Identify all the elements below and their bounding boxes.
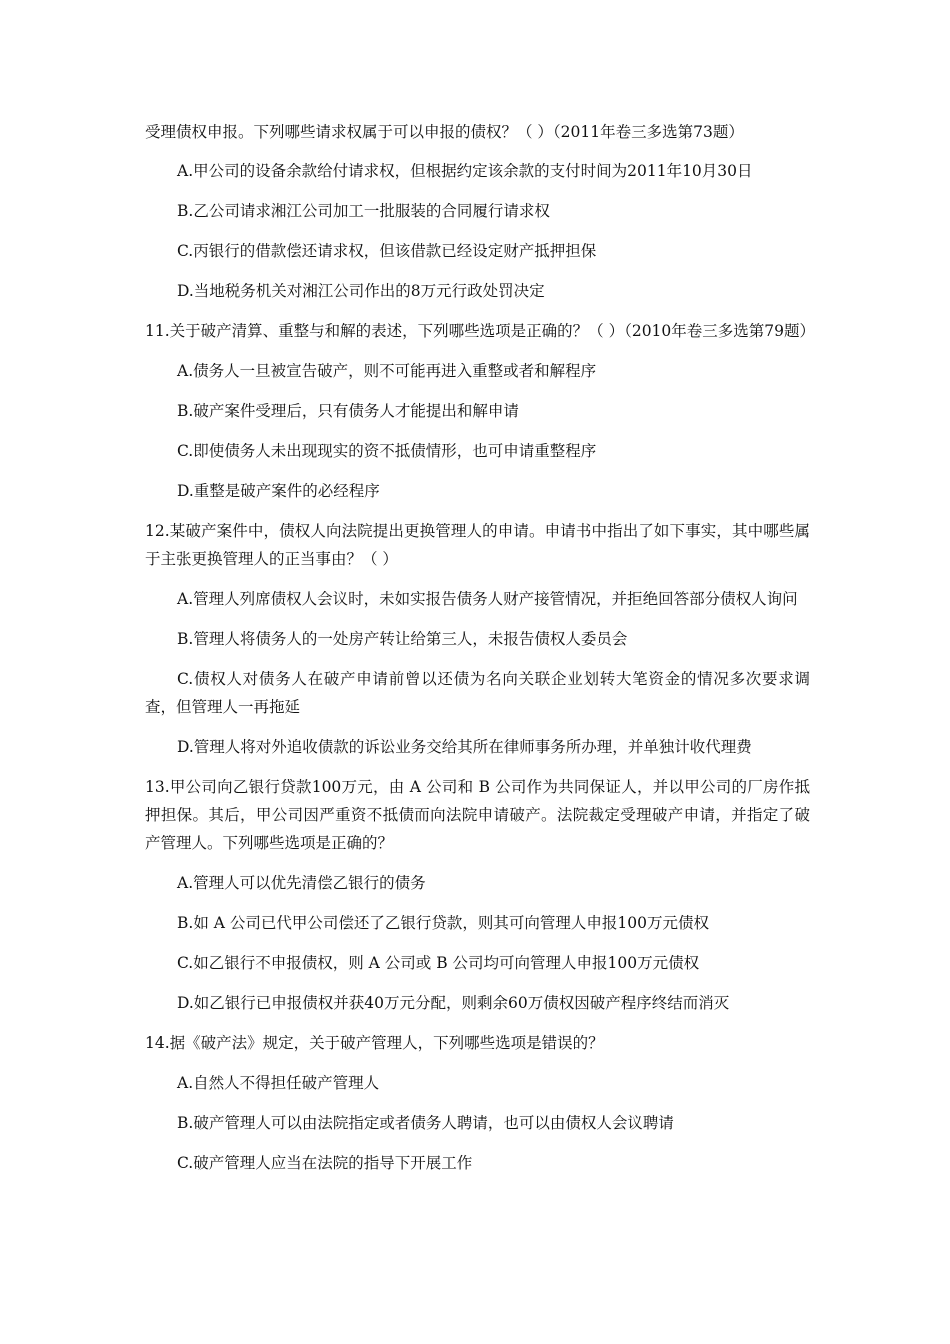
q10-option-a: A.甲公司的设备余款给付请求权，但根据约定该余款的支付时间为2011年10月30日 <box>177 162 753 180</box>
q13-option-a: A.管理人可以优先清偿乙银行的债务 <box>177 874 426 892</box>
q12-option-b: B.管理人将债务人的一处房产转让给第三人，未报告债权人委员会 <box>177 630 628 648</box>
q11-option-c: C.即使债务人未出现现实的资不抵债情形，也可申请重整程序 <box>177 442 597 460</box>
q13-option-c: C.如乙银行不申报债权，则 A 公司或 B 公司均可向管理人申报100万元债权 <box>177 954 700 972</box>
q11-option-b: B.破产案件受理后，只有债务人才能提出和解申请 <box>177 402 519 420</box>
q14-option-c: C.破产管理人应当在法院的指导下开展工作 <box>177 1154 473 1172</box>
q11-option-d: D.重整是破产案件的必经程序 <box>177 482 380 500</box>
question-14: 14.据《破产法》规定，关于破产管理人，下列哪些选项是错误的？ <box>145 1034 604 1052</box>
q12-option-d: D.管理人将对外追收债款的诉讼业务交给其所在律师事务所办理，并单独计收代理费 <box>177 738 752 756</box>
q12-option-c: C.债权人对债务人在破产申请前曾以还债为名向关联企业划转大笔资金的情况多次要求调查，但管理人一再拖延 <box>145 670 810 716</box>
q14-option-b: B.破产管理人可以由法院指定或者债务人聘请，也可以由债权人会议聘请 <box>177 1114 674 1132</box>
q12-option-a: A.管理人列席债权人会议时，未如实报告债务人财产接管情况，并拒绝回答部分债权人询问 <box>177 590 798 608</box>
question-12: 12.某破产案件中，债权人向法院提出更换管理人的申请。申请书中指出了如下事实，其中哪些属于主张更换管理人的正当事由？（ ） <box>145 522 810 568</box>
q13-option-b: B.如 A 公司已代甲公司偿还了乙银行贷款，则其可向管理人申报100万元债权 <box>177 914 709 932</box>
question-13: 13.甲公司向乙银行贷款100万元，由 A 公司和 B 公司作为共同保证人，并以甲公司的厂房作抵押担保。其后，甲公司因严重资不抵债而向法院申请破产。法院裁定受理破产申请，并指定了破产管理人。下列哪些选项是正确的？ <box>145 778 810 852</box>
q10-option-d: D.当地税务机关对湘江公司作出的8万元行政处罚决定 <box>177 282 545 300</box>
q10-option-b: B.乙公司请求湘江公司加工一批服装的合同履行请求权 <box>177 202 550 220</box>
q10-option-c: C.丙银行的借款偿还请求权，但该借款已经设定财产抵押担保 <box>177 242 597 260</box>
q14-option-a: A.自然人不得担任破产管理人 <box>177 1074 380 1092</box>
q11-option-a: A.债务人一旦被宣告破产，则不可能再进入重整或者和解程序 <box>177 362 597 380</box>
document-body <box>145 118 815 1189</box>
paragraph-continuation: 受理债权申报。下列哪些请求权属于可以申报的债权？（ ）（2011年卷三多选第73题） <box>145 123 744 141</box>
question-11: 11.关于破产清算、重整与和解的表述，下列哪些选项是正确的？（ ）（2010年卷三多选第79题） <box>145 322 815 340</box>
q13-option-d: D.如乙银行已申报债权并获40万元分配，则剩余60万债权因破产程序终结而消灭 <box>177 994 730 1012</box>
